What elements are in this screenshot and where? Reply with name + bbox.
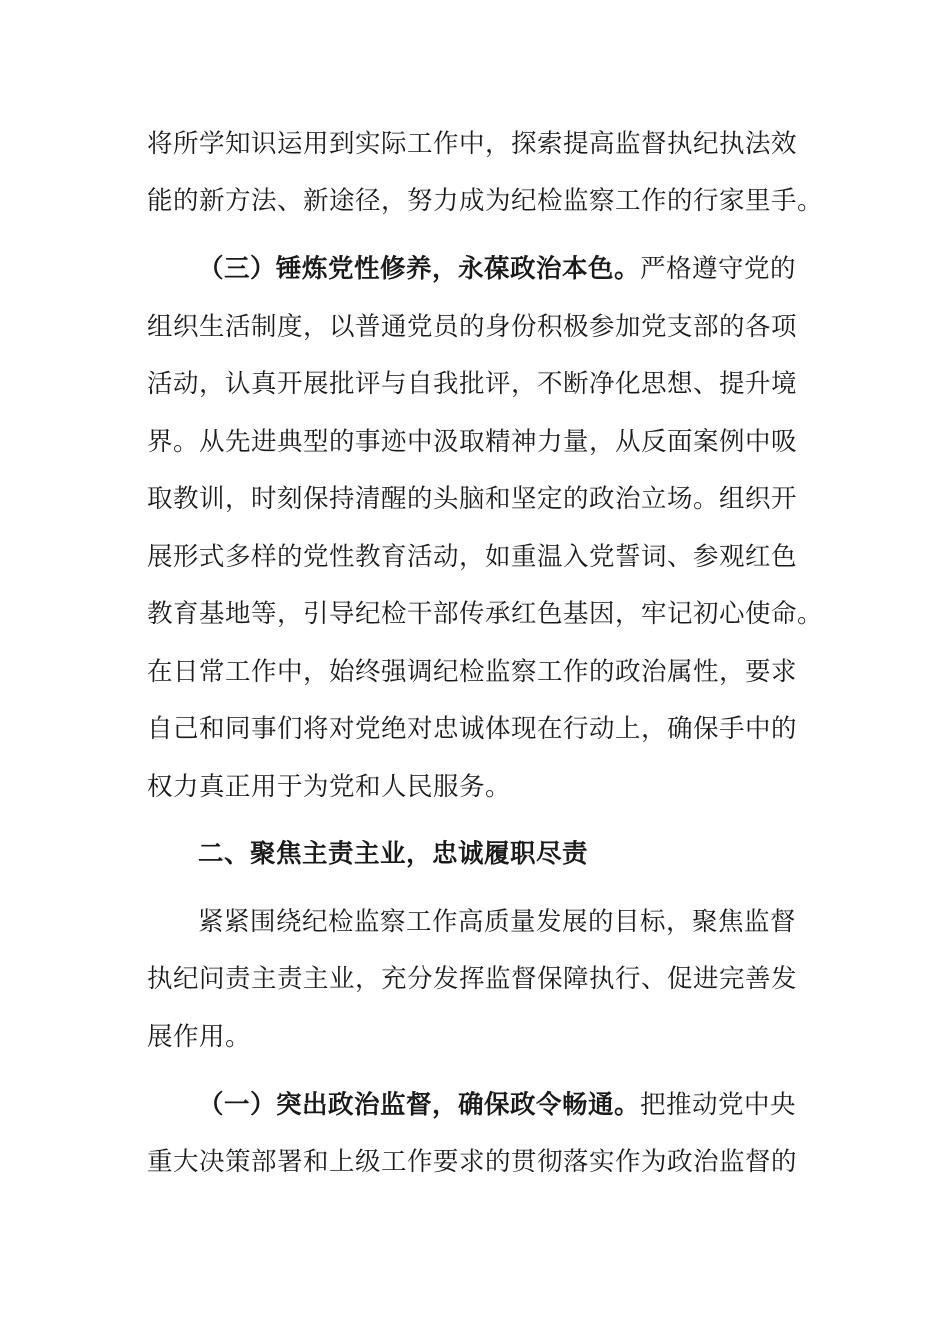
- text-line: 展形式多样的党性教育活动，如重温入党誓词、参观红色: [147, 542, 798, 572]
- text-line: 权力真正用于为党和人民服务。: [147, 772, 512, 802]
- text-line: 在日常工作中，始终强调纪检监察工作的政治属性，要求: [147, 657, 798, 687]
- subsection-first-line: [198, 1085, 808, 1125]
- text-line: 执纪问责主责主业，充分发挥监督保障执行、促进完善发: [147, 964, 798, 994]
- text-line: 展作用。: [147, 1022, 252, 1052]
- text-line: 组织生活制度，以普通党员的身份积极参加党支部的各项: [147, 312, 798, 342]
- subsection-text: 严格遵守党的: [640, 254, 797, 284]
- subsection-first-line: [198, 249, 808, 289]
- text-line: 活动，认真开展批评与自我批评，不断净化思想、提升境: [147, 369, 798, 399]
- text-line: 重大决策部署和上级工作要求的贯彻落实作为政治监督的: [147, 1147, 798, 1177]
- section-title: 二、聚焦主责主业，忠诚履职尽责: [198, 839, 589, 869]
- subsection-text: 把推动党中央: [640, 1090, 797, 1120]
- text-line: 教育基地等，引导纪检干部传承红色基因，牢记初心使命。: [147, 599, 824, 629]
- subsection-heading: （一）突出政治监督，确保政令畅通。: [198, 1090, 641, 1120]
- text-line: 自己和同事们将对党绝对忠诚体现在行动上，确保手中的: [147, 714, 798, 744]
- text-line: 将所学知识运用到实际工作中，探索提高监督执纪执法效: [147, 129, 798, 159]
- text-line: 界。从先进典型的事迹中汲取精神力量，从反面案例中吸: [147, 427, 798, 457]
- text-line: 取教训，时刻保持清醒的头脑和坚定的政治立场。组织开: [147, 484, 798, 514]
- subsection-heading: （三）锤炼党性修养，永葆政治本色。: [198, 254, 641, 284]
- text-line: 能的新方法、新途径，努力成为纪检监察工作的行家里手。: [147, 186, 824, 216]
- text-line: 紧紧围绕纪检监察工作高质量发展的目标，聚焦监督: [198, 907, 797, 937]
